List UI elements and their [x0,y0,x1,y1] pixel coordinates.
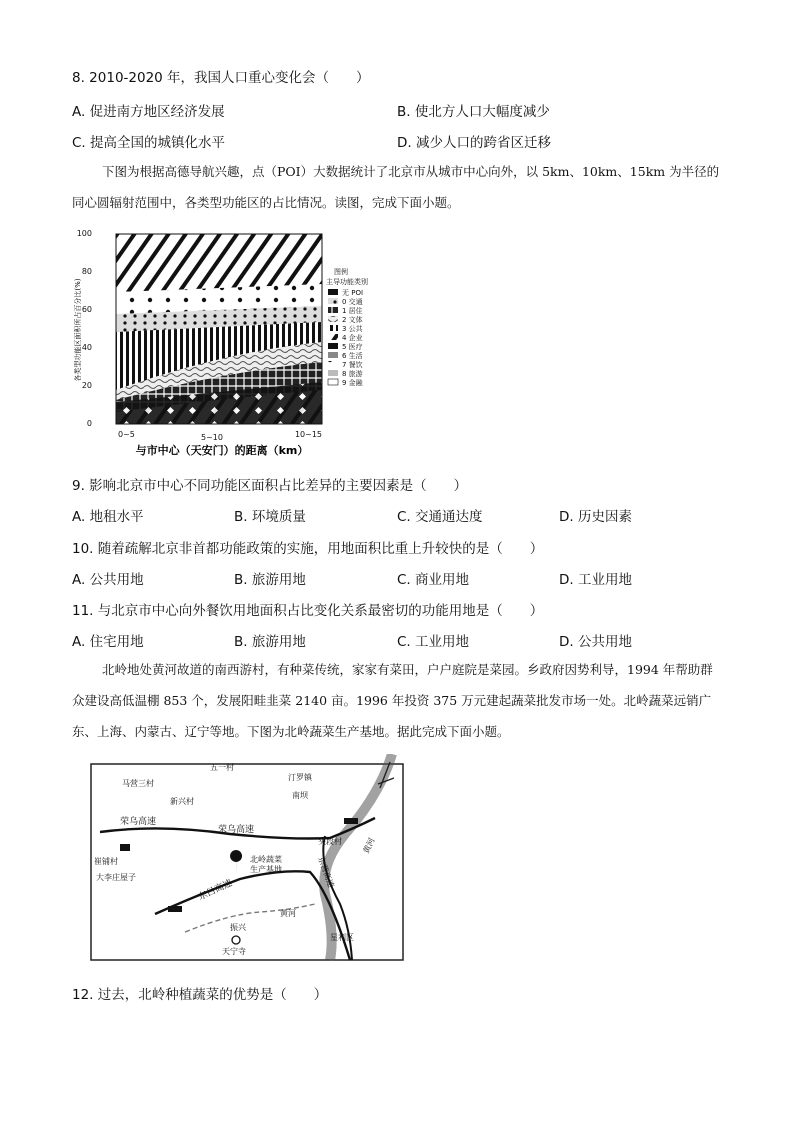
xtick-5-10: 5~10 [201,433,223,442]
q11-stem: 11. 与北京市中心向外餐饮用地面积占比变化关系最密切的功能用地是（ ） [72,603,544,619]
q8-option-d: D. 减少人口的跨省区迁移 [397,135,551,151]
label-base-1: 北岭蔬菜 [250,855,282,864]
q9-option-d: D. 历史因素 [559,509,632,525]
q10-option-a: A. 公共用地 [72,572,144,588]
q10-option-b: B. 旅游用地 [234,572,306,588]
q11-option-d: D. 公共用地 [559,634,632,650]
label-tianning: 天宁寺 [222,947,246,956]
label-zhenxing: 振兴 [230,923,246,932]
q8-option-c: C. 提高全国的城镇化水平 [72,135,226,151]
q8-option-b: B. 使北方人口大幅度减少 [397,104,550,120]
label-dongying-road: 东营高速 [316,855,336,889]
chart-xlabel: 与市中心（天安门）的距离（km） [135,444,309,457]
legend-item-6: 5 医疗 [342,343,363,351]
label-rongwu-east: 荣乌高速 [218,825,255,835]
plot-area [116,234,322,424]
legend-subtitle: 主导功能类别 [326,278,368,286]
q8-stem: 8. 2010-2020 年，我国人口重心变化会（ ） [72,70,370,86]
q11-option-a: A. 住宅用地 [72,634,144,650]
label-huanghe-river: 黄河 [361,836,377,855]
label-maying: 马营三村 [122,779,154,788]
legend-item-4: 3 公共 [342,325,363,333]
label-cuipu: 崔铺村 [94,857,118,866]
intro-paragraph-poi: 下图为根据高德导航兴趣，点（POI）大数据统计了北京市从城市中心向外，以 5km、10km、15km 为半径的同心圆辐射范围中，各类型功能区的占比情况。读图，完成下面小题。 [72,164,720,210]
legend-item-0: 无 POI [342,289,364,297]
label-toudun: 头段村 [318,837,342,846]
legend-title: 图例 [334,268,348,276]
label-donglu: 东吕高速 [197,878,234,903]
chart-legend [326,267,368,387]
label-xinxing: 新兴村 [170,797,194,806]
q11-option-b: B. 旅游用地 [234,634,306,650]
legend-item-8: 7 餐饮 [342,361,363,369]
ytick-40: 40 [81,343,92,352]
label-nanpo: 南坝 [292,791,308,800]
label-wuyi: 五一村 [210,763,234,772]
legend-item-10: 9 金融 [342,379,363,387]
label-huanghe: 黄河 [280,909,296,918]
chart-ylabel: 各类型功能区面积所占百分比(%) [74,278,82,382]
label-rongwu-west: 荣乌高速 [120,817,157,827]
ytick-0: 0 [86,419,92,428]
xtick-0-5: 0~5 [118,430,135,439]
q10-option-d: D. 工业用地 [559,572,632,588]
label-base-2: 生产基地 [250,865,282,874]
legend-item-3: 2 文体 [342,316,363,324]
legend-item-7: 6 生活 [342,352,363,360]
legend-item-2: 1 居住 [342,307,363,315]
legend-item-5: 4 企业 [342,334,363,342]
q10-option-c: C. 商业用地 [397,572,470,588]
xtick-10-15: 10~15 [294,430,322,439]
label-jiangluo: 汀罗镇 [288,773,312,782]
ytick-100: 100 [76,229,92,238]
cuipu-marker [120,844,130,851]
q8-option-a: A. 促进南方地区经济发展 [72,104,225,120]
ytick-60: 60 [81,305,92,314]
q9-option-b: B. 环境质量 [234,509,306,525]
q12-stem: 12. 过去，北岭种植蔬菜的优势是（ ） [72,987,328,1003]
intro-paragraph-beiling: 北岭地处黄河故道的南西游村，有种菜传统，家家有菜田，户户庭院是菜园。乡政府因势利导，1994 年帮助群众建设高低温棚 853 个，发展阳畦韭菜 2140 亩。1996 年投资 375 万元建起蔬菜批发市场一处。北岭蔬菜远销广东、上海、内蒙古、辽宁等地。下图为北岭蔬菜生产基地。据此完成下面小题。 [72,662,713,739]
ytick-20: 20 [81,381,92,390]
q9-option-a: A. 地租水平 [72,509,144,525]
beiling-map [90,754,408,962]
q11-option-c: C. 工业用地 [397,634,470,650]
label-dali: 大李庄屋子 [96,873,136,882]
legend-item-1: 0 交通 [342,298,363,306]
q9-option-c: C. 交通通达度 [397,509,483,525]
label-xingli: 星利区 [330,933,354,942]
ytick-80: 80 [81,267,92,276]
poi-area-chart [72,222,392,462]
q9-stem: 9. 影响北京市中心不同功能区面积占比差异的主要因素是（ ） [72,478,468,494]
legend-item-9: 8 旅游 [342,370,363,378]
q10-stem: 10. 随着疏解北京非首都功能政策的实施，用地面积比重上升较快的是（ ） [72,541,544,557]
